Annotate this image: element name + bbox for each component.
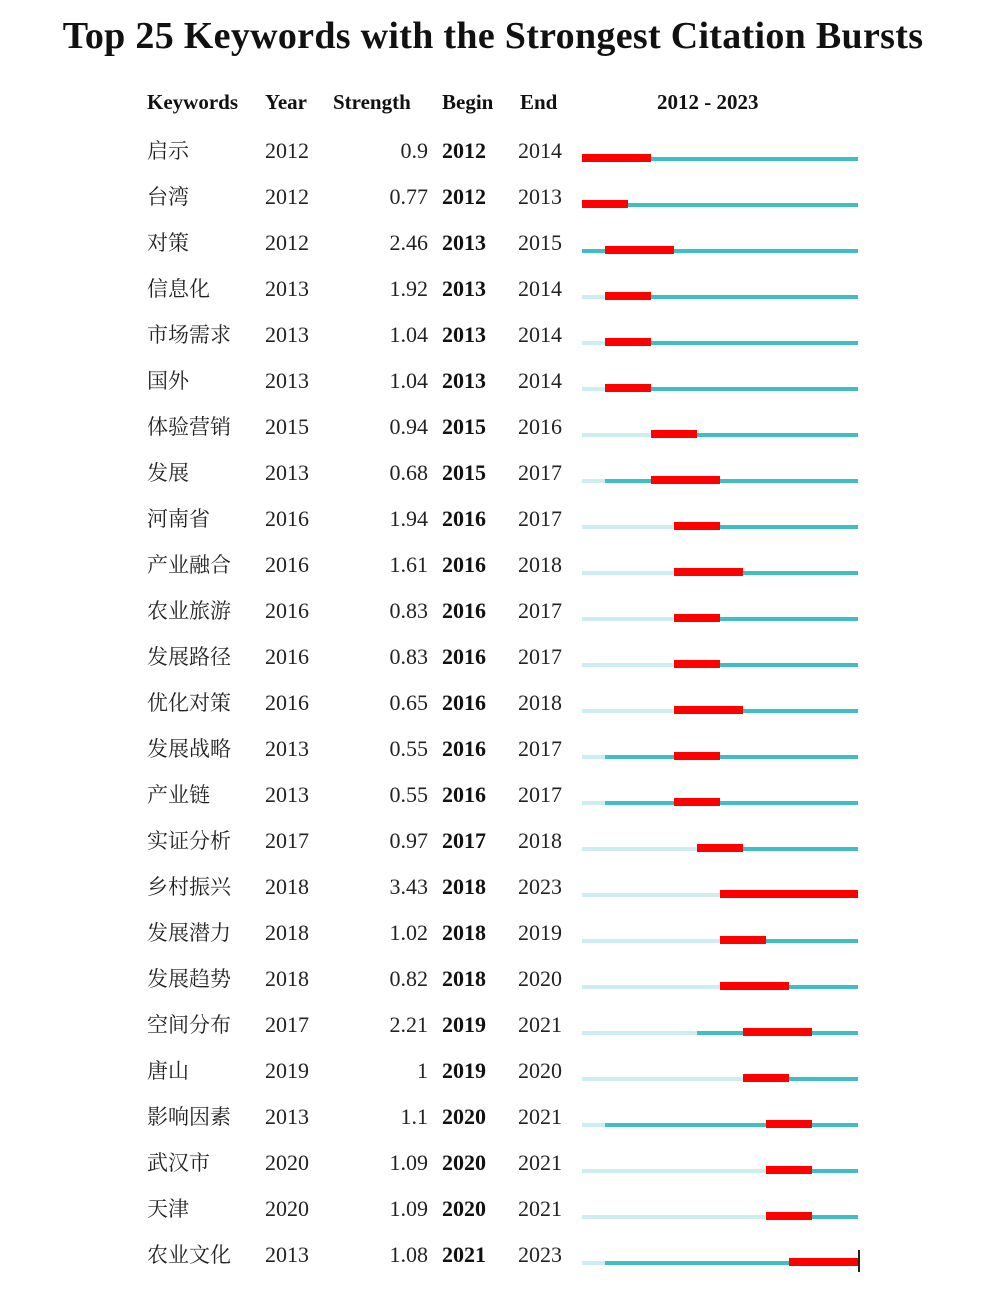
timeline-inactive xyxy=(582,341,605,345)
strength-value: 0.55 xyxy=(389,736,428,761)
begin-value: 2015 xyxy=(442,414,486,439)
end-value: 2021 xyxy=(518,1196,562,1221)
strength-value: 0.65 xyxy=(389,690,428,715)
keyword-label: 河南省 xyxy=(147,507,210,531)
strength-value: 1.92 xyxy=(389,276,428,301)
begin-value: 2019 xyxy=(442,1058,486,1083)
burst-bar xyxy=(720,982,789,990)
timeline-inactive xyxy=(582,1031,697,1035)
begin-value: 2018 xyxy=(442,966,486,991)
end-value: 2019 xyxy=(518,920,562,945)
timeline-inactive xyxy=(582,1077,743,1081)
year-value: 2016 xyxy=(265,690,309,715)
strength-value: 1.09 xyxy=(389,1196,428,1221)
burst-bar xyxy=(605,338,651,346)
burst-bar xyxy=(582,154,651,162)
year-value: 2020 xyxy=(265,1196,309,1221)
end-value: 2018 xyxy=(518,690,562,715)
end-value: 2014 xyxy=(518,322,562,347)
year-value: 2016 xyxy=(265,552,309,577)
year-value: 2013 xyxy=(265,782,309,807)
timeline-inactive xyxy=(582,709,674,713)
timeline-active xyxy=(605,755,858,759)
end-value: 2014 xyxy=(518,368,562,393)
burst-bar xyxy=(674,568,743,576)
timeline-active xyxy=(605,1123,858,1127)
strength-value: 0.55 xyxy=(389,782,428,807)
year-value: 2019 xyxy=(265,1058,309,1083)
strength-value: 0.68 xyxy=(389,460,428,485)
burst-bar xyxy=(674,752,720,760)
keyword-label: 天津 xyxy=(147,1197,189,1221)
end-value: 2017 xyxy=(518,506,562,531)
year-value: 2013 xyxy=(265,1242,309,1267)
begin-value: 2018 xyxy=(442,920,486,945)
year-value: 2013 xyxy=(265,1104,309,1129)
timeline-inactive xyxy=(582,893,720,897)
keyword-label: 发展趋势 xyxy=(147,967,231,991)
burst-bar xyxy=(789,1258,858,1266)
end-value: 2015 xyxy=(518,230,562,255)
begin-value: 2019 xyxy=(442,1012,486,1037)
timeline-inactive xyxy=(582,985,720,989)
strength-value: 1.1 xyxy=(400,1104,428,1129)
timeline-active xyxy=(605,479,858,483)
year-value: 2013 xyxy=(265,322,309,347)
year-value: 2016 xyxy=(265,644,309,669)
strength-value: 0.94 xyxy=(389,414,428,439)
begin-value: 2013 xyxy=(442,368,486,393)
end-value: 2020 xyxy=(518,1058,562,1083)
burst-bar xyxy=(605,292,651,300)
year-value: 2013 xyxy=(265,368,309,393)
end-value: 2016 xyxy=(518,414,562,439)
burst-bar xyxy=(582,200,628,208)
end-value: 2020 xyxy=(518,966,562,991)
timeline-inactive xyxy=(582,479,605,483)
begin-value: 2012 xyxy=(442,138,486,163)
timeline-inactive xyxy=(582,525,674,529)
year-value: 2016 xyxy=(265,506,309,531)
timeline-inactive xyxy=(582,1261,605,1265)
timeline-inactive xyxy=(582,801,605,805)
strength-value: 0.9 xyxy=(400,138,428,163)
keyword-label: 发展 xyxy=(147,461,189,485)
burst-bar xyxy=(743,1074,789,1082)
keyword-label: 产业链 xyxy=(147,783,210,807)
chart-title: Top 25 Keywords with the Strongest Citation Bursts xyxy=(62,15,924,57)
timeline-inactive xyxy=(582,617,674,621)
strength-value: 1.02 xyxy=(389,920,428,945)
end-value: 2023 xyxy=(518,1242,562,1267)
year-value: 2017 xyxy=(265,828,309,853)
burst-bar xyxy=(766,1166,812,1174)
keyword-label: 乡村振兴 xyxy=(147,875,231,899)
strength-value: 0.83 xyxy=(389,644,428,669)
strength-value: 0.83 xyxy=(389,598,428,623)
begin-value: 2016 xyxy=(442,644,486,669)
begin-value: 2020 xyxy=(442,1196,486,1221)
burst-bar xyxy=(674,798,720,806)
begin-value: 2016 xyxy=(442,690,486,715)
burst-bar xyxy=(605,246,674,254)
begin-value: 2016 xyxy=(442,782,486,807)
keyword-label: 市场需求 xyxy=(147,323,231,347)
header-year: Year xyxy=(265,90,307,114)
end-value: 2017 xyxy=(518,644,562,669)
keyword-label: 体验营销 xyxy=(147,415,231,439)
keyword-label: 启示 xyxy=(147,139,189,163)
keyword-label: 农业文化 xyxy=(147,1243,231,1267)
burst-bar xyxy=(605,384,651,392)
begin-value: 2015 xyxy=(442,460,486,485)
year-value: 2018 xyxy=(265,920,309,945)
header-strength: Strength xyxy=(333,90,411,114)
strength-value: 1 xyxy=(417,1058,428,1083)
begin-value: 2016 xyxy=(442,506,486,531)
timeline-active xyxy=(605,801,858,805)
burst-bar xyxy=(674,522,720,530)
timeline-inactive xyxy=(582,433,651,437)
keyword-label: 信息化 xyxy=(147,277,210,301)
year-value: 2020 xyxy=(265,1150,309,1175)
strength-value: 0.97 xyxy=(389,828,428,853)
end-value: 2021 xyxy=(518,1150,562,1175)
begin-value: 2016 xyxy=(442,736,486,761)
timeline-inactive xyxy=(582,1123,605,1127)
burst-bar xyxy=(674,660,720,668)
keyword-label: 台湾 xyxy=(147,185,189,209)
keyword-label: 武汉市 xyxy=(147,1151,210,1175)
year-value: 2013 xyxy=(265,736,309,761)
strength-value: 1.94 xyxy=(389,506,428,531)
timeline-inactive xyxy=(582,1215,766,1219)
begin-value: 2016 xyxy=(442,552,486,577)
end-value: 2017 xyxy=(518,782,562,807)
strength-value: 0.82 xyxy=(389,966,428,991)
keyword-label: 对策 xyxy=(147,231,189,255)
begin-value: 2020 xyxy=(442,1104,486,1129)
strength-value: 1.61 xyxy=(389,552,428,577)
timeline-inactive xyxy=(582,663,674,667)
timeline-inactive xyxy=(582,571,674,575)
year-value: 2012 xyxy=(265,184,309,209)
year-value: 2018 xyxy=(265,966,309,991)
timeline-inactive xyxy=(582,939,720,943)
begin-value: 2020 xyxy=(442,1150,486,1175)
burst-bar xyxy=(651,430,697,438)
strength-value: 2.21 xyxy=(389,1012,428,1037)
strength-value: 1.08 xyxy=(389,1242,428,1267)
end-value: 2021 xyxy=(518,1104,562,1129)
timeline-inactive xyxy=(582,847,697,851)
burst-bar xyxy=(674,614,720,622)
year-value: 2012 xyxy=(265,230,309,255)
keyword-label: 优化对策 xyxy=(147,691,231,715)
timeline-inactive xyxy=(582,755,605,759)
end-value: 2014 xyxy=(518,138,562,163)
strength-value: 3.43 xyxy=(389,874,428,899)
keyword-label: 发展战略 xyxy=(147,737,231,761)
header-begin: Begin xyxy=(442,90,494,114)
keyword-label: 产业融合 xyxy=(147,553,231,577)
year-value: 2015 xyxy=(265,414,309,439)
begin-value: 2013 xyxy=(442,276,486,301)
begin-value: 2013 xyxy=(442,322,486,347)
strength-value: 1.04 xyxy=(389,368,428,393)
keyword-label: 空间分布 xyxy=(147,1013,231,1037)
year-value: 2018 xyxy=(265,874,309,899)
range-end-tick xyxy=(858,1250,860,1272)
header-end: End xyxy=(520,90,558,114)
end-value: 2017 xyxy=(518,460,562,485)
keyword-label: 发展路径 xyxy=(147,645,231,669)
burst-bar xyxy=(674,706,743,714)
burst-bar xyxy=(720,890,858,898)
year-value: 2017 xyxy=(265,1012,309,1037)
year-value: 2012 xyxy=(265,138,309,163)
header-range: 2012 - 2023 xyxy=(657,90,759,114)
keyword-label: 影响因素 xyxy=(147,1105,231,1129)
strength-value: 1.04 xyxy=(389,322,428,347)
burst-bar xyxy=(697,844,743,852)
end-value: 2017 xyxy=(518,598,562,623)
keyword-label: 国外 xyxy=(147,369,189,393)
end-value: 2021 xyxy=(518,1012,562,1037)
begin-value: 2013 xyxy=(442,230,486,255)
keyword-label: 实证分析 xyxy=(147,829,231,853)
year-value: 2013 xyxy=(265,276,309,301)
timeline-inactive xyxy=(582,295,605,299)
keyword-label: 农业旅游 xyxy=(147,599,231,623)
keyword-label: 唐山 xyxy=(147,1059,189,1083)
end-value: 2023 xyxy=(518,874,562,899)
timeline-inactive xyxy=(582,387,605,391)
header-keywords: Keywords xyxy=(147,90,238,114)
timeline-inactive xyxy=(582,1169,766,1173)
end-value: 2013 xyxy=(518,184,562,209)
strength-value: 0.77 xyxy=(389,184,428,209)
begin-value: 2018 xyxy=(442,874,486,899)
keyword-label: 发展潜力 xyxy=(147,921,231,945)
burst-bar xyxy=(766,1212,812,1220)
begin-value: 2021 xyxy=(442,1242,486,1267)
end-value: 2014 xyxy=(518,276,562,301)
burst-bar xyxy=(651,476,720,484)
burst-bar xyxy=(720,936,766,944)
year-value: 2016 xyxy=(265,598,309,623)
strength-value: 1.09 xyxy=(389,1150,428,1175)
burst-bar xyxy=(743,1028,812,1036)
end-value: 2018 xyxy=(518,828,562,853)
end-value: 2018 xyxy=(518,552,562,577)
year-value: 2013 xyxy=(265,460,309,485)
begin-value: 2016 xyxy=(442,598,486,623)
strength-value: 2.46 xyxy=(389,230,428,255)
begin-value: 2012 xyxy=(442,184,486,209)
burst-bar xyxy=(766,1120,812,1128)
end-value: 2017 xyxy=(518,736,562,761)
begin-value: 2017 xyxy=(442,828,486,853)
